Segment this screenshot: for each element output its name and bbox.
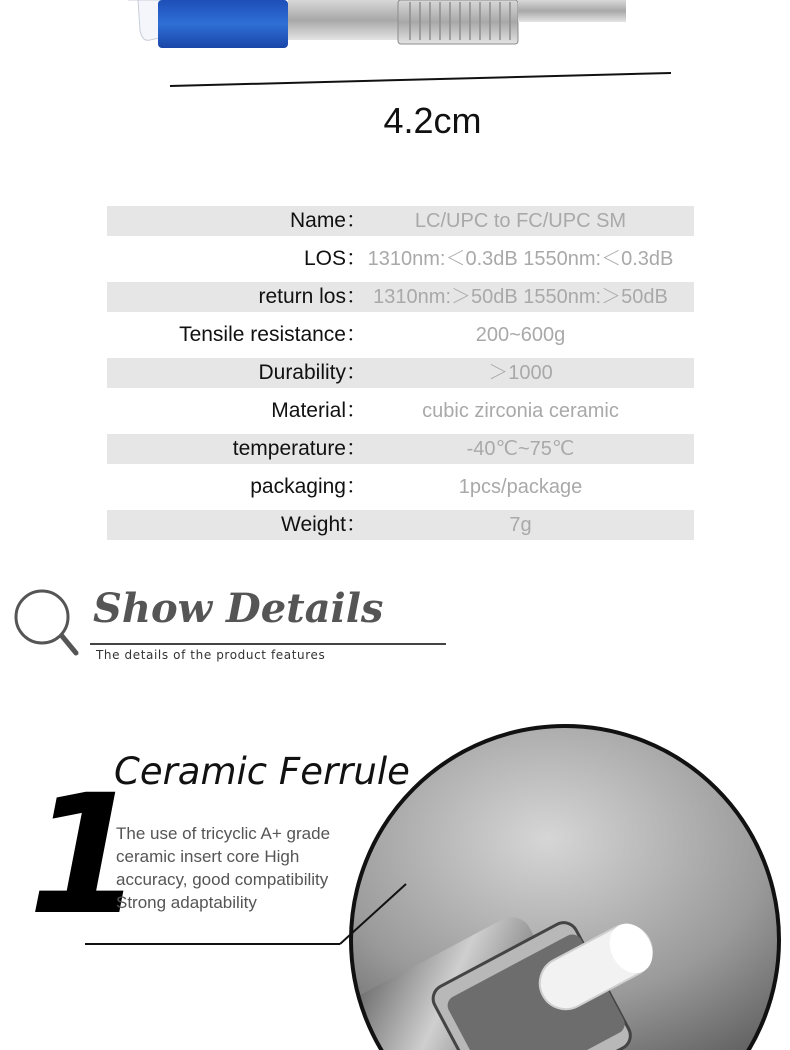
spec-key: Name：	[289, 209, 367, 232]
spec-value: 1pcs/package	[458, 476, 583, 498]
spec-key: LOS：	[303, 247, 367, 270]
spec-key: packaging：	[250, 475, 367, 498]
spec-value: cubic zirconia ceramic	[422, 400, 619, 422]
show-details-section	[10, 585, 450, 665]
feature-title: Ceramic Ferrule	[114, 750, 410, 793]
description-line: accuracy, good compatibility	[116, 870, 329, 889]
spec-key: Material：	[271, 399, 367, 422]
spec-key: Durability：	[258, 361, 367, 384]
spec-value: 7g	[509, 514, 532, 536]
spec-key: return los：	[258, 285, 367, 308]
spec-row	[107, 358, 694, 396]
spec-row	[107, 396, 694, 434]
feature-description	[116, 822, 366, 914]
dimension-line	[170, 73, 671, 86]
description-line: The use of tricyclic A+ grade	[116, 824, 331, 843]
show-details-subtitle: The details of the product features	[96, 648, 326, 662]
spec-row	[107, 510, 694, 548]
spec-row	[107, 206, 694, 244]
spec-row	[107, 282, 694, 320]
spec-row	[107, 320, 694, 358]
spec-key: Tensile resistance：	[179, 323, 367, 346]
spec-row	[107, 434, 694, 472]
spec-table	[107, 206, 694, 548]
spec-value: 1310nm:＜0.3dB 1550nm:＜0.3dB	[367, 248, 674, 270]
spec-value: 200~600g	[475, 324, 566, 346]
show-details-title: Show Details	[93, 585, 384, 632]
title-underline	[90, 643, 446, 645]
spec-row	[107, 244, 694, 282]
description-line: Strong adaptability	[116, 893, 257, 912]
metal-body	[288, 0, 400, 40]
spec-key: temperature：	[232, 437, 367, 460]
description-line: ceramic insert core High	[116, 847, 300, 866]
spec-value: -40℃~75℃	[466, 438, 575, 460]
magnifier-icon	[10, 587, 82, 659]
feature-number: 1	[28, 759, 143, 951]
dimension-label: 4.2cm	[383, 100, 482, 141]
adapter-photo	[0, 0, 790, 100]
spec-value: LC/UPC to FC/UPC SM	[414, 210, 627, 232]
spec-value: 1310nm:＞50dB 1550nm:＞50dB	[373, 286, 668, 308]
spec-row	[107, 472, 694, 510]
spec-key: Weight：	[281, 513, 367, 536]
blue-housing	[158, 0, 288, 48]
spec-value: ＞1000	[488, 362, 553, 384]
